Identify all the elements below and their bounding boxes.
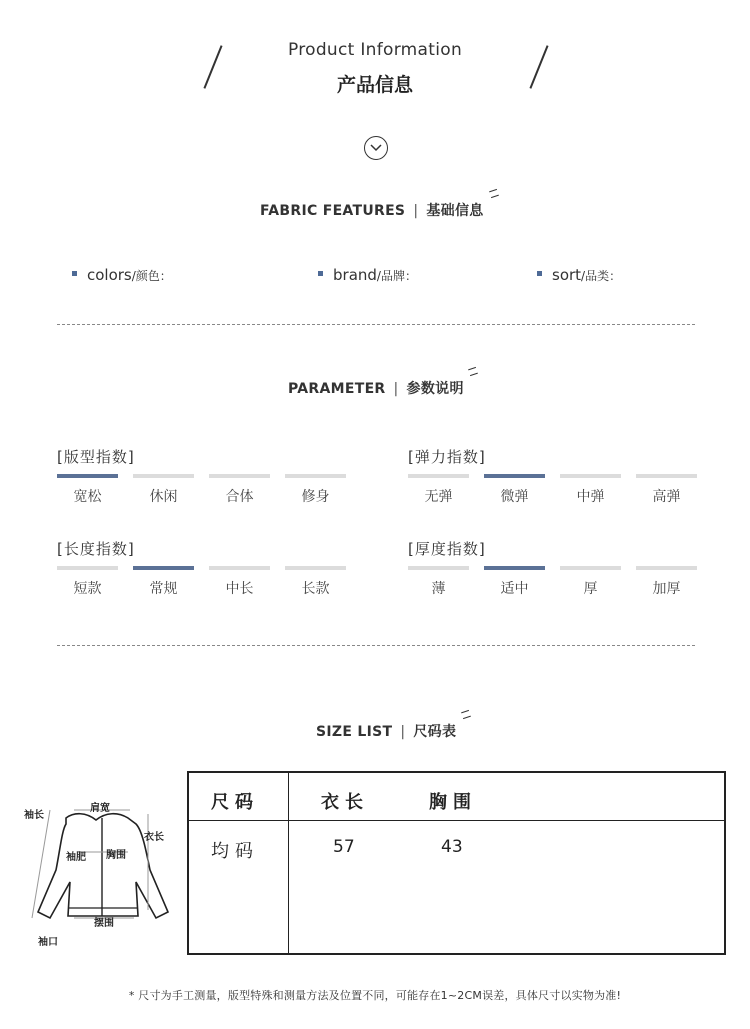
parameter-group-title: [版型指数]	[57, 448, 135, 466]
parameter-bar	[285, 474, 346, 478]
size-title-separator: |	[400, 724, 406, 740]
table-cell-bust: 43	[441, 837, 463, 857]
decorative-tick	[468, 367, 478, 376]
size-list-heading	[316, 721, 456, 741]
table-header-length: 衣长	[321, 792, 369, 813]
label-sleeve-length: 袖长	[24, 810, 44, 821]
decorative-tick	[489, 189, 499, 198]
dashed-divider	[57, 645, 695, 646]
parameter-bar	[133, 474, 194, 478]
parameter-option-label: 合体	[225, 489, 254, 505]
table-header-bust: 胸围	[429, 792, 477, 813]
feature-colors	[72, 266, 172, 284]
parameter-option-label: 中弹	[576, 489, 605, 505]
dashed-divider	[57, 324, 695, 325]
feature-brand-zh: /品牌：	[376, 269, 417, 283]
feature-sort	[537, 266, 621, 284]
parameter-bar-selected	[484, 566, 545, 570]
parameter-bar	[285, 566, 346, 570]
bullet-square	[318, 271, 323, 276]
fabric-title-en: FABRIC FEATURES	[260, 203, 406, 219]
parameter-option-label: 薄	[431, 581, 446, 597]
parameter-bar	[560, 566, 621, 570]
parameter-option-label: 休闲	[149, 489, 178, 505]
feature-colors-zh: /颜色：	[131, 269, 172, 283]
parameter-bar	[209, 566, 270, 570]
table-cell-size: 均码	[211, 841, 259, 862]
label-body-length: 衣长	[144, 832, 164, 843]
parameter-option-label: 加厚	[652, 581, 681, 597]
parameter-option-label: 高弹	[652, 489, 681, 505]
parameter-group-title: [弹力指数]	[408, 448, 486, 466]
feature-colors-en: colors	[87, 266, 132, 284]
feature-sort-en: sort	[552, 266, 582, 284]
parameter-option-label: 微弹	[500, 489, 529, 505]
label-shoulder: 肩宽	[90, 803, 110, 814]
feature-brand	[318, 266, 417, 284]
parameter-bar	[209, 474, 270, 478]
parameter-option-label: 常规	[149, 581, 178, 597]
parameter-title-zh: 参数说明	[406, 381, 464, 397]
decorative-tick	[461, 710, 471, 719]
parameter-group-title: [长度指数]	[57, 540, 135, 558]
parameter-option-label: 适中	[500, 581, 529, 597]
parameter-bar	[408, 566, 469, 570]
label-bust: 胸围	[106, 850, 126, 861]
product-info-title-en: Product Information	[287, 40, 463, 60]
parameter-bar	[636, 474, 697, 478]
parameter-bar-selected	[133, 566, 194, 570]
parameter-bar	[636, 566, 697, 570]
parameter-bar-selected	[484, 474, 545, 478]
feature-sort-zh: /品类：	[581, 269, 622, 283]
parameter-option-label: 宽松	[73, 489, 102, 505]
parameter-option-label: 长款	[301, 581, 330, 597]
product-info-title-zh: 产品信息	[336, 74, 413, 96]
label-sleeve-width: 袖肥	[66, 852, 86, 863]
size-title-en: SIZE LIST	[316, 724, 393, 740]
bullet-square	[537, 271, 542, 276]
parameter-heading	[288, 378, 464, 398]
parameter-bar-selected	[57, 474, 118, 478]
parameter-option-label: 修身	[301, 489, 330, 505]
table-header-size: 尺码	[211, 792, 259, 813]
bullet-square	[72, 271, 77, 276]
footnote: * 尺寸为手工测量，版型特殊和测量方法及位置不同，可能存在1~2CM误差，具体尺寸以实物为准!	[128, 989, 622, 1002]
size-title-zh: 尺码表	[413, 724, 457, 740]
parameter-bar	[560, 474, 621, 478]
parameter-option-label: 短款	[73, 581, 102, 597]
fabric-title-zh: 基础信息	[426, 203, 484, 219]
label-cuff: 袖口	[38, 937, 58, 948]
label-hem: 摆围	[94, 918, 114, 929]
chevron-down-icon	[364, 136, 388, 160]
size-table	[187, 771, 726, 955]
parameter-option-label: 无弹	[424, 489, 453, 505]
parameter-title-en: PARAMETER	[288, 381, 386, 397]
table-column-divider	[288, 773, 289, 953]
fabric-title-separator: |	[413, 203, 419, 219]
jacket-measurement-diagram	[24, 790, 174, 950]
feature-brand-en: brand	[333, 266, 377, 284]
parameter-title-separator: |	[393, 381, 399, 397]
table-header-divider	[189, 820, 724, 821]
parameter-option-label: 中长	[225, 581, 254, 597]
parameter-bar	[57, 566, 118, 570]
parameter-group-title: [厚度指数]	[408, 540, 486, 558]
parameter-option-label: 厚	[583, 581, 598, 597]
table-cell-length: 57	[333, 837, 355, 857]
fabric-features-heading	[260, 200, 484, 220]
parameter-bar	[408, 474, 469, 478]
